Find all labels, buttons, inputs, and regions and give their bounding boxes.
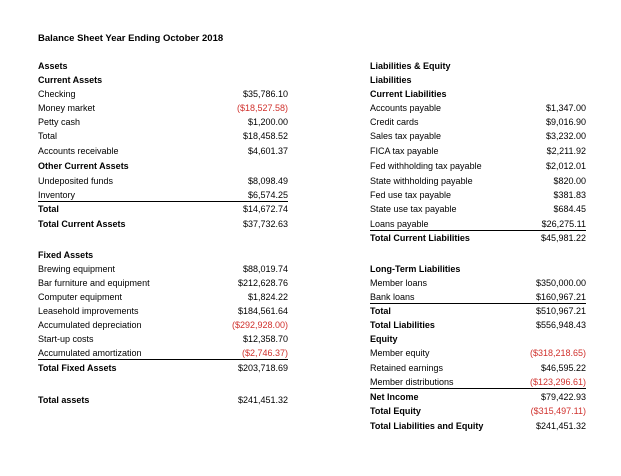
row-label: Member distributions xyxy=(370,377,454,387)
row-label: Retained earnings xyxy=(370,363,444,373)
balance-row xyxy=(0,263,621,275)
row-value: $3,232.00 xyxy=(545,131,586,141)
underline-divider xyxy=(38,201,288,202)
row-value: $203,718.69 xyxy=(237,363,288,373)
row-value: $12,358.70 xyxy=(242,334,288,344)
row-label: Bar furniture and equipment xyxy=(38,278,150,288)
row-value: ($318,218.65) xyxy=(529,348,586,358)
row-label: State use tax payable xyxy=(370,204,457,214)
balance-row xyxy=(0,116,621,128)
balance-row xyxy=(0,145,621,157)
row-value: $381.83 xyxy=(553,190,586,200)
row-value: $820.00 xyxy=(553,176,586,186)
balance-row xyxy=(0,249,621,261)
row-label: Fed withholding tax payable xyxy=(370,161,482,171)
balance-row xyxy=(0,189,621,201)
row-label: Checking xyxy=(38,89,76,99)
row-label: Accumulated depreciation xyxy=(38,320,142,330)
row-label: Loans payable xyxy=(370,219,429,229)
row-value: $184,561.64 xyxy=(237,306,288,316)
row-value: $684.45 xyxy=(553,204,586,214)
row-label: FICA tax payable xyxy=(370,146,439,156)
underline-divider xyxy=(370,303,586,304)
row-label: Money market xyxy=(38,103,96,113)
underline-divider xyxy=(38,359,288,360)
row-value: ($315,497.11) xyxy=(530,406,586,416)
row-label: Credit cards xyxy=(370,117,419,127)
row-label: Inventory xyxy=(38,190,76,200)
balance-row xyxy=(0,203,621,215)
balance-row xyxy=(0,391,621,403)
row-value: $8,098.49 xyxy=(247,176,288,186)
row-label: Accounts receivable xyxy=(38,146,119,156)
row-label: Total xyxy=(370,306,391,316)
row-label: Fed use tax payable xyxy=(370,190,452,200)
row-value: $46,595.22 xyxy=(540,363,586,373)
row-value: $6,574.25 xyxy=(247,190,288,200)
row-label: Total Equity xyxy=(370,406,421,416)
balance-row xyxy=(0,102,621,114)
row-value: $35,786.10 xyxy=(242,89,288,99)
balance-row xyxy=(0,232,621,244)
row-label: Total Current Assets xyxy=(38,219,126,229)
row-label: Total xyxy=(38,131,58,141)
balance-row xyxy=(0,291,621,303)
row-value: $556,948.43 xyxy=(535,320,586,330)
row-value: $2,012.01 xyxy=(545,161,586,171)
balance-row xyxy=(0,160,621,172)
row-label: Total assets xyxy=(38,395,90,405)
row-label: Total Fixed Assets xyxy=(38,363,117,373)
row-label: Petty cash xyxy=(38,117,81,127)
balance-row xyxy=(0,362,621,374)
balance-row xyxy=(0,319,621,331)
row-value: $2,211.92 xyxy=(546,146,586,156)
row-value: $9,016.90 xyxy=(545,117,586,127)
balance-row xyxy=(0,88,621,100)
balance-row xyxy=(0,347,621,359)
row-value: $18,458.52 xyxy=(242,131,288,141)
row-value: $350,000.00 xyxy=(535,278,586,288)
balance-row xyxy=(0,175,621,187)
row-label: Brewing equipment xyxy=(38,264,116,274)
row-value: $212,628.76 xyxy=(237,278,288,288)
row-label: Fixed Assets xyxy=(38,250,94,260)
row-label: Total Liabilities xyxy=(370,320,435,330)
balance-row xyxy=(0,74,621,86)
balance-row xyxy=(0,277,621,289)
underline-divider xyxy=(370,388,586,389)
row-label: Computer equipment xyxy=(38,292,123,302)
balance-row xyxy=(0,130,621,142)
row-label: Accumulated amortization xyxy=(38,348,142,358)
balance-row xyxy=(0,60,621,72)
row-label: Sales tax payable xyxy=(370,131,442,141)
row-value: $4,601.37 xyxy=(247,146,288,156)
row-value: $510,967.21 xyxy=(535,306,586,316)
balance-row xyxy=(0,218,621,230)
row-label: Other Current Assets xyxy=(38,161,129,171)
row-label: Member equity xyxy=(370,348,430,358)
sheet-title: Balance Sheet Year Ending October 2018 xyxy=(38,33,224,44)
row-label: Total xyxy=(38,204,59,214)
row-value: $45,981.22 xyxy=(540,233,586,243)
row-label: Leasehold improvements xyxy=(38,306,139,316)
row-value: $241,451.32 xyxy=(237,395,288,405)
row-label: Bank loans xyxy=(370,292,415,302)
balance-row xyxy=(0,333,621,345)
row-label: Equity xyxy=(370,334,398,344)
row-value: $1,824.22 xyxy=(247,292,288,302)
row-value: $79,422.93 xyxy=(540,392,586,402)
underline-divider xyxy=(370,230,586,231)
row-value: $14,672.74 xyxy=(242,204,288,214)
row-label: Net Income xyxy=(370,392,419,402)
row-label: Undeposited funds xyxy=(38,176,114,186)
balance-row xyxy=(0,305,621,317)
row-label: Accounts payable xyxy=(370,103,442,113)
row-label: Start-up costs xyxy=(38,334,94,344)
row-value: $37,732.63 xyxy=(242,219,288,229)
row-value: $160,967.21 xyxy=(535,292,586,302)
row-label: Total Liabilities and Equity xyxy=(370,421,484,431)
balance-row xyxy=(0,420,621,432)
row-label: State withholding payable xyxy=(370,176,473,186)
row-value: ($2,746.37) xyxy=(241,348,288,358)
balance-row xyxy=(0,376,621,388)
row-value: ($292,928.00) xyxy=(231,320,288,330)
row-value: ($123,296.61) xyxy=(529,377,586,387)
row-value: ($18,527.58) xyxy=(236,103,288,113)
row-value: $26,275.11 xyxy=(541,219,586,229)
row-value: $88,019.74 xyxy=(242,264,288,274)
row-label: Liabilities & Equity xyxy=(370,61,451,71)
balance-row xyxy=(0,405,621,417)
row-label: Current Liabilities xyxy=(370,89,447,99)
row-value: $241,451.32 xyxy=(535,421,586,431)
row-label: Current Assets xyxy=(38,75,103,85)
row-label: Member loans xyxy=(370,278,428,288)
row-label: Assets xyxy=(38,61,68,71)
row-label: Total Current Liabilities xyxy=(370,233,470,243)
row-value: $1,347.00 xyxy=(545,103,586,113)
row-value: $1,200.00 xyxy=(247,117,288,127)
row-label: Long-Term Liabilities xyxy=(370,264,461,274)
row-label: Liabilities xyxy=(370,75,412,85)
